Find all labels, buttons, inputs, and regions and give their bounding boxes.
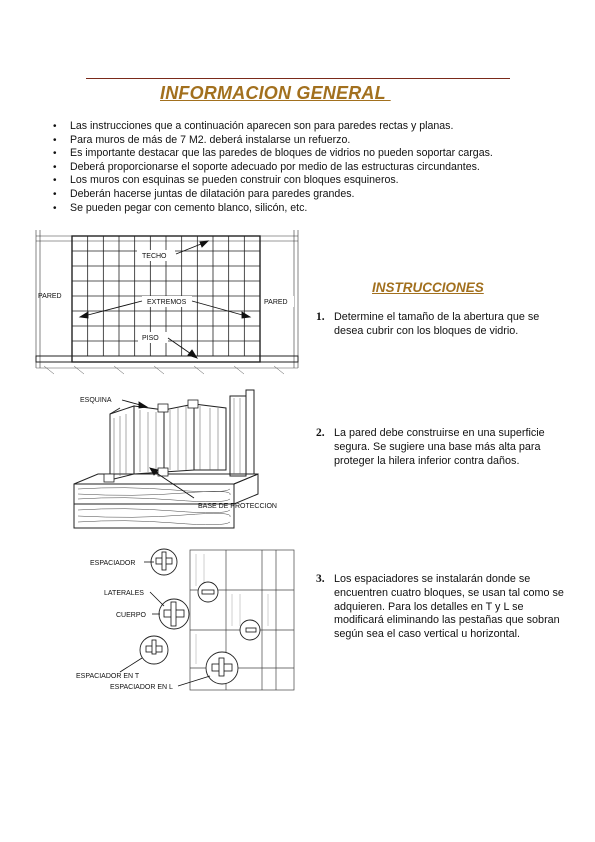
step-text: Los espaciadores se instalarán donde se encuentren cuatro bloques, se usan tal como se adquieren. Para los detalles en T y L se modificará eliminando las pestañas que sobran según sea el caso vertical u horizontal. [334,573,564,641]
figure-corner-diagram [34,386,300,532]
wall-diagram-svg [34,228,300,376]
instruction-step-1 [316,311,566,339]
figure-spacers-diagram [70,546,300,696]
general-info-list [50,120,570,215]
instruction-step-2 [316,427,566,468]
bullet-icon: • [53,134,57,146]
step-text: La pared debe construirse en una superficie segura. Se sugiere una base más alta para proteger la hilera inferior contra daños. [334,427,545,467]
label-espaciador: ESPACIADOR [90,560,136,567]
list-item: • Es importante destacar que las paredes de bloques de vidrios no pueden soportar cargas. [53,147,493,160]
label-espaciador-l: ESPACIADOR EN L [110,684,173,691]
label-pared-left: PARED [38,293,62,300]
list-item: • Para muros de más de 7 M2. deberá instalarse un refuerzo. [53,133,351,146]
bullet-icon: • [53,121,57,132]
instruction-step-3 [316,573,566,642]
label-cuerpo: CUERPO [116,612,146,619]
label-extremos: EXTREMOS [147,299,187,306]
list-item: • Deberá proporcionarse el soporte adecuado por medio de las estructuras circundantes. [53,160,480,173]
bullet-icon: • [53,175,57,187]
step-number: 2. [316,427,325,439]
bullet-icon: • [53,161,57,173]
label-techo: TECHO [142,253,167,260]
label-laterales: LATERALES [104,590,144,597]
bullet-icon: • [53,202,57,214]
list-item: • Los muros con esquinas se pueden construir con bloques esquineros. [53,174,399,187]
bullet-icon: • [53,188,57,200]
corner-diagram-svg [34,386,300,532]
bullet-icon: • [53,148,57,160]
label-pared-right: PARED [264,299,288,306]
spacers-diagram-svg [70,546,300,696]
label-esquina: ESQUINA [80,397,112,404]
list-item: • Las instrucciones que a continuación aparecen son para paredes rectas y planas. [53,120,454,132]
title-rule [86,78,510,79]
step-number: 3. [316,573,325,585]
figure-wall-diagram [34,228,300,376]
instructions-title: INSTRUCCIONES [372,280,484,295]
page-title: INFORMACION GENERAL [160,83,391,103]
label-espaciador-t: ESPACIADOR EN T [76,673,140,680]
step-number: 1. [316,311,325,323]
step-text: Determine el tamaño de la abertura que se desea cubrir con los bloques de vidrio. [334,311,540,337]
label-base-proteccion: BASE DE PROTECCION [198,503,277,510]
list-item: • Deberán hacerse juntas de dilatación para paredes grandes. [53,187,355,200]
list-item: • Se pueden pegar con cemento blanco, silicón, etc. [53,201,308,214]
label-piso: PISO [142,335,159,342]
